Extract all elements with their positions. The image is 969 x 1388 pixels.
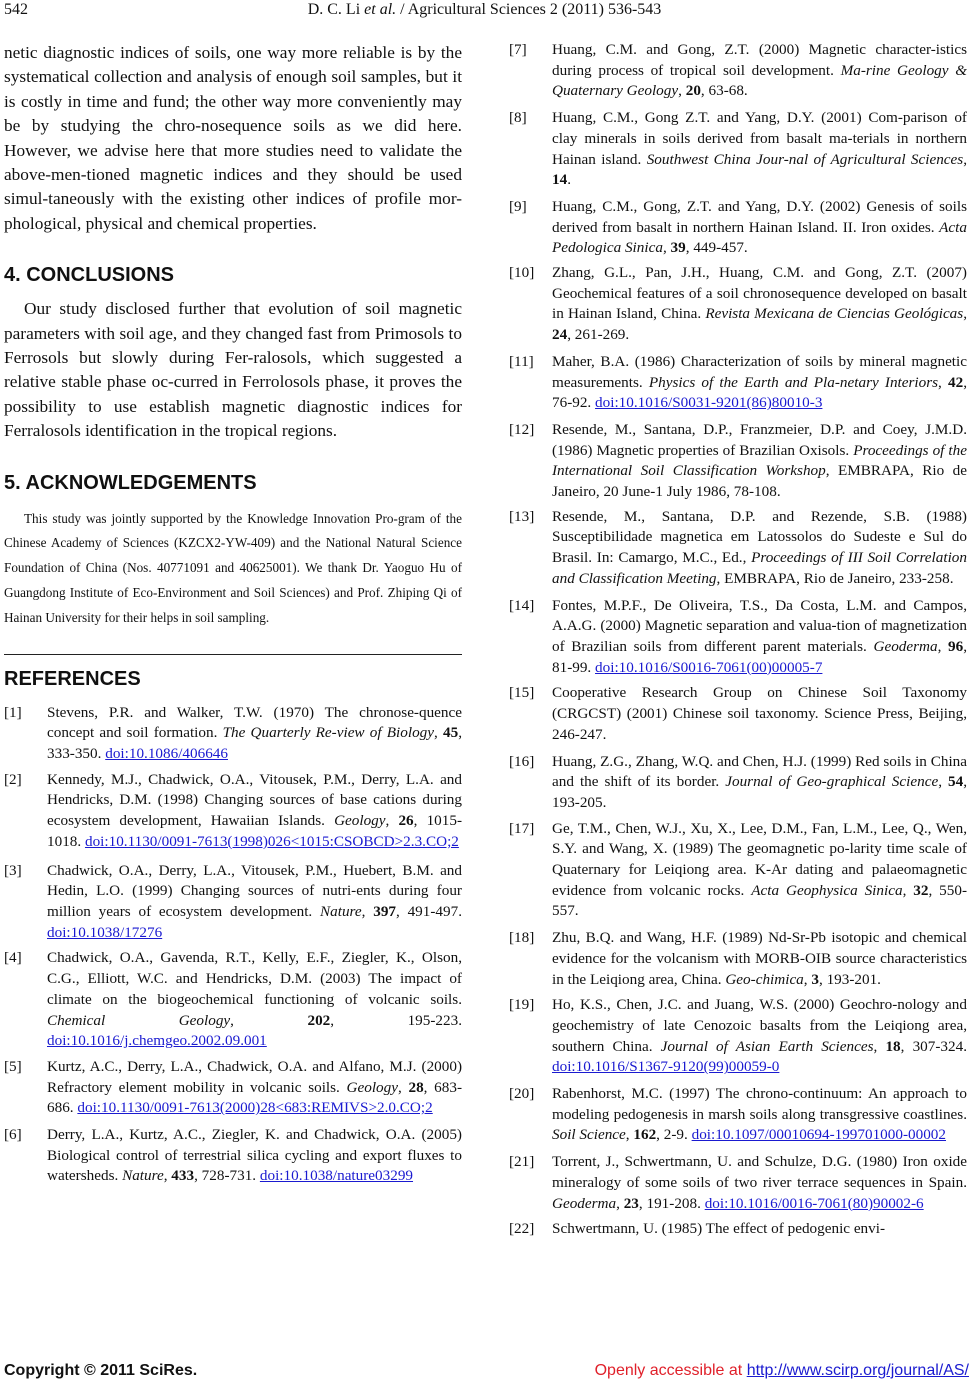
intro-paragraph: netic diagnostic indices of soils, one way more reliable is by the systematical collection and analysis of enough soil samples, but it is costly in time and fund; the other way more conveniently may be by studying the chro-nosequence soils as we did here. However, we advise here that more studies need to validate the above-men-tioned magnetic indices and they should be used simul-taneously with the existing other indices of profile mor-phological, physical and chemical properties. <box>4 43 462 233</box>
reference-journal: Soil Science <box>552 1126 626 1144</box>
right-column <box>509 41 967 1240</box>
reference-pages: EMBRAPA, Rio de Janeiro, 233-258. <box>724 569 954 587</box>
reference-item <box>4 948 462 1052</box>
reference-volume: 42 <box>948 373 964 391</box>
reference-pages: , 261-269. <box>567 326 630 344</box>
reference-journal: Ma-rine Geology & Quaternary Geology <box>552 61 968 100</box>
reference-journal: Journal of Geo-graphical Science <box>725 773 939 791</box>
reference-item <box>4 1057 462 1119</box>
reference-journal: Geology <box>346 1078 398 1096</box>
reference-volume: 23 <box>623 1194 639 1212</box>
reference-volume: 24 <box>552 326 568 344</box>
section-divider <box>4 654 462 655</box>
running-title-etal: et al. <box>364 1 397 18</box>
references-list-right <box>509 40 967 1240</box>
reference-journal: Southwest China Jour-nal of Agricultural Sciences <box>646 150 964 168</box>
reference-pages: , 193-205. <box>552 773 967 811</box>
reference-separator: , <box>163 1167 172 1185</box>
reference-authors-title: Zhu, B.Q. and Wang, H.F. (1989) Nd-Sr-Pb isotopic and chemical evidence for the volcanism with MORB-OIB source characteristics in the Leiqiong area, China. <box>552 929 967 988</box>
reference-separator: , <box>361 903 374 920</box>
reference-number: [11] <box>509 352 534 370</box>
reference-doi-link[interactable]: doi:10.1130/0091-7613(2000)28<683:REMIVS>2.0.CO;2 <box>77 1099 433 1117</box>
reference-separator: , <box>434 724 444 742</box>
reference-pages: EMBRAPA, Rio de Janeiro, 20 June-1 July 1986, 78-108. <box>552 462 968 501</box>
reference-pages: , 449-457. <box>685 239 748 257</box>
reference-pages: , 683-686. <box>47 1078 462 1117</box>
reference-item <box>509 352 967 414</box>
reference-authors-title: Maher, B.A. (1986) Characterization of soils by mineral magnetic measurements. <box>552 352 967 391</box>
reference-authors-title: Rabenhorst, M.C. (1997) The chrono-continuum: An approach to modeling pedogenesis in marsh soils along transgressive coastlines. <box>552 1085 967 1123</box>
reference-pages: , 81-99. <box>552 637 967 676</box>
reference-journal: Geo-chimica <box>725 970 804 988</box>
reference-separator: , <box>716 569 725 587</box>
reference-number: [2] <box>4 770 22 788</box>
reference-volume: 32 <box>913 881 929 899</box>
reference-volume: 20 <box>685 82 701 100</box>
reference-journal: Proceedings of III Soil Correlation and Classification Meeting <box>552 549 967 587</box>
reference-item <box>4 703 462 765</box>
reference-separator: , <box>678 82 686 100</box>
reference-pages: , 2-9. <box>656 1126 692 1144</box>
reference-pages: , 63-68. <box>700 82 748 100</box>
reference-authors-title: Chadwick, O.A., Derry, L.A., Vitousek, P.M., Huebert, B.M. and Hedin, L.O. (1999) Changing sources of nutri-ents during four million years of ecosystem development. <box>47 861 462 920</box>
reference-volume: 18 <box>885 1037 901 1055</box>
reference-number: [8] <box>509 109 527 127</box>
reference-authors-title: Resende, M., Santana, D.P. and Rezende, S.B. (1988) Susceptibilidade magnetica em Latossolos do Sudeste e Sul do Brasil. In: Camargo, M.C., Ed., <box>552 507 967 567</box>
reference-number: [13] <box>509 507 535 525</box>
acknowledgements-heading: 5. ACKNOWLEDGEMENTS <box>4 471 257 494</box>
reference-volume: 433 <box>171 1167 195 1185</box>
reference-authors-title: Huang, C.M., Gong Z.T. and Yang, D.Y. (2001) Com-parison of clay minerals in soils derived from basalt ma-terials in northern Hainan island. <box>552 109 967 168</box>
reference-journal: Acta Geophysica Sinica <box>751 881 903 899</box>
reference-number: [20] <box>509 1085 535 1103</box>
reference-item <box>509 683 967 745</box>
reference-pages: , 195-223. <box>330 1011 462 1029</box>
reference-number: [10] <box>509 264 535 282</box>
reference-separator: , <box>625 1126 634 1144</box>
reference-number: [15] <box>509 684 535 702</box>
acknowledgements-text: This study was jointly supported by the Knowledge Innovation Pro-gram of the Chinese Academy of Sciences (KZCX2-YW-409) and the National Natural Science Foundation of China (Nos. 40771091 and 40625001). We thank Dr. Yaoguo Hu of Guangdong Institute of Eco-Environment and Soil Sciences) and Prof. Zhiping Qi of Hainan University for their helps in soil sampling. <box>4 510 462 625</box>
reference-doi-link[interactable]: doi:10.1086/406646 <box>105 745 228 763</box>
reference-number: [14] <box>509 596 535 614</box>
references-heading: REFERENCES <box>4 667 141 690</box>
reference-volume: 39 <box>670 239 686 257</box>
reference-number: [3] <box>4 861 22 879</box>
reference-authors-title: Derry, L.A., Kurtz, A.C., Ziegler, K. and Chadwick, O.A. (2005) Biological control of terrestrial silica cycling and export fluxes to watersheds. <box>47 1126 462 1185</box>
reference-separator: , <box>803 970 812 988</box>
reference-authors-title: Huang, C.M. and Gong, Z.T. (2000) Magnetic character-istics during process of tropical soil development. <box>552 41 967 79</box>
reference-item <box>509 40 967 102</box>
running-title <box>0 1 969 19</box>
reference-number: [18] <box>509 929 535 947</box>
reference-separator: , <box>230 1011 308 1029</box>
copyright-notice: Copyright © 2011 SciRes. <box>4 1362 198 1379</box>
reference-item <box>509 507 967 590</box>
reference-number: [6] <box>4 1126 22 1144</box>
reference-journal: Nature <box>320 903 362 920</box>
reference-number: [7] <box>509 41 527 58</box>
reference-number: [9] <box>509 197 527 215</box>
reference-pages: , 76-92. <box>552 373 967 412</box>
reference-volume: 45 <box>443 724 459 742</box>
reference-item <box>4 770 462 853</box>
reference-number: [19] <box>509 996 535 1014</box>
reference-authors-title: Fontes, M.P.F., De Oliveira, T.S., Da Costa, L.M. and Campos, A.A.G. (2000) Magnetic separation and valua-tion of magnetization of Brazilian soils from different parent materials. <box>552 596 967 655</box>
reference-journal: Geoderma <box>873 637 938 655</box>
reference-separator: , <box>937 637 949 655</box>
reference-item <box>509 1084 967 1146</box>
reference-separator: , <box>938 373 949 391</box>
reference-authors-title: Schwertmann, U. (1985) The effect of pedogenic envi- <box>552 1220 886 1238</box>
reference-separator: , <box>616 1194 624 1212</box>
reference-item <box>509 1219 967 1240</box>
reference-item <box>509 819 967 923</box>
reference-authors-title: Ge, T.M., Chen, W.J., Xu, X., Lee, D.M., Fan, L.M., Lee, Q., Wen, S.Y. and Wang, X. (1989) The geomagnetic po-larity time scale of Quaternary for Leiqiong area. K-Ar dating and palaeomagnetic evidence from volcanic rocks. <box>552 819 967 899</box>
reference-authors-title: Stevens, P.R. and Walker, T.W. (1970) The chronose-quence concept and soil formation. <box>47 703 462 742</box>
reference-journal: The Quarterly Re-view of Biology <box>222 724 435 742</box>
reference-volume: 14 <box>552 171 568 189</box>
reference-authors-title: Cooperative Research Group on Chinese Soil Taxonomy (CRGCST) (2001) Chinese soil taxonomy. Science Press, Beijing, 246-247. <box>552 684 967 743</box>
journal-url-link[interactable]: http://www.scirp.org/journal/AS/ <box>746 1362 969 1379</box>
reference-authors-title: Resende, M., Santana, D.P., Franzmeier, D.P. and Coey, J.M.D. (1986) Magnetic properties of Brazilian Oxisols. <box>552 420 967 459</box>
reference-volume: 54 <box>948 773 964 791</box>
reference-doi-link[interactable]: doi:10.1016/0016-7061(80)90002-6 <box>704 1194 924 1212</box>
reference-pages: , 307-324. <box>900 1037 967 1055</box>
reference-number: [12] <box>509 420 535 438</box>
reference-doi-link[interactable]: doi:10.1038/17276 <box>47 923 163 941</box>
conclusions-heading: 4. CONCLUSIONS <box>4 264 175 287</box>
reference-item <box>509 263 967 346</box>
running-title-journal: / Agricultural Sciences 2 (2011) 536-543 <box>396 1 662 18</box>
reference-journal: Revista Mexicana de Ciencias Geológicas <box>705 305 964 323</box>
reference-doi-link[interactable]: doi:10.1016/j.chemgeo.2002.09.001 <box>47 1032 267 1050</box>
reference-item <box>509 752 967 814</box>
reference-number: [4] <box>4 949 22 967</box>
reference-journal: Chemical Geology <box>47 1011 231 1029</box>
reference-journal: Acta Pedologica Sinica <box>552 218 967 257</box>
reference-volume: 162 <box>633 1126 657 1144</box>
reference-journal: Proceedings of the International Soil Classification Workshop <box>552 441 967 480</box>
reference-authors-title: Kennedy, M.J., Chadwick, O.A., Vitousek, P.M., Derry, L.A. and Hendricks, D.M. (1998) Changing sources of base cations during ecosystem development, Hawaiian Islands. <box>47 770 462 830</box>
running-title-authors: D. C. Li <box>307 1 365 18</box>
reference-doi-link[interactable]: doi:10.1130/0091-7613(1998)026<1015:CSOBCD>2.3.CO;2 <box>84 832 459 850</box>
reference-pages: , 550-557. <box>552 881 967 920</box>
reference-volume: 3 <box>811 970 819 988</box>
reference-doi-link[interactable]: doi:10.1038/nature03299 <box>259 1167 414 1185</box>
reference-authors-title: Huang, Z.G., Zhang, W.Q. and Chen, H.J. (1999) Red soils in China and the shift of its border. <box>552 752 967 791</box>
reference-separator: , <box>902 881 914 899</box>
reference-authors-title: Chadwick, O.A., Gavenda, R.T., Kelly, E.F., Ziegler, K., Olson, C.G., Elliott, W.C. and Hendricks, D.M. (2003) The impact of climate on the biogeochemical functioning of volcanic soils. <box>47 949 462 1008</box>
reference-authors-title: Huang, C.M., Gong, Z.T. and Yang, D.Y. (2002) Genesis of soils derived from basalt in northern Hainan Island. II. Iron oxides. <box>552 197 967 236</box>
reference-pages: . <box>567 171 571 189</box>
reference-authors-title: Zhang, G.L., Pan, J.H., Huang, C.M. and Gong, Z.T. (2007) Geochemical features of a soil chronosequence developed on basalt in Hainan Island, China. <box>552 264 967 323</box>
reference-doi-link[interactable]: doi:10.1016/S1367-9120(99)00059-0 <box>552 1058 780 1076</box>
reference-authors-title: Ho, K.S., Chen, J.C. and Juang, W.S. (2000) Geochro-nology and geochemistry of late Cenozoic basalts from the Leiqiong area, southern China. <box>552 996 967 1055</box>
reference-item <box>509 420 967 503</box>
reference-separator: , <box>963 305 967 323</box>
page-header <box>0 0 969 24</box>
reference-separator: , <box>397 1078 409 1096</box>
reference-authors-title: Torrent, J., Schwertmann, U. and Schulze, D.G. (1980) Iron oxide mineralogy of some soils of two river terrace sequences in Spain. <box>552 1153 967 1191</box>
reference-item <box>509 1152 967 1214</box>
reference-item <box>509 928 967 990</box>
reference-pages: , 193-201. <box>818 970 881 988</box>
reference-pages: , 491-497. <box>396 903 462 920</box>
reference-number: [17] <box>509 819 535 837</box>
reference-item <box>509 596 967 679</box>
reference-volume: 397 <box>373 903 396 920</box>
left-column <box>4 41 462 1187</box>
reference-item <box>4 1125 462 1187</box>
page-number: 542 <box>4 1 28 18</box>
reference-volume: 202 <box>307 1011 331 1029</box>
reference-doi-link[interactable]: doi:10.1016/S0016-7061(00)00005-7 <box>595 658 823 676</box>
open-access-text: Openly accessible at <box>594 1362 747 1379</box>
reference-item <box>4 861 462 944</box>
reference-journal: Geoderma <box>552 1194 617 1212</box>
reference-journal: Physics of the Earth and Pla-netary Interiors <box>648 373 939 391</box>
reference-volume: 26 <box>398 812 414 830</box>
reference-separator: , <box>873 1037 886 1055</box>
reference-number: [21] <box>509 1153 535 1171</box>
open-access-notice <box>595 1362 969 1380</box>
reference-separator: , <box>825 462 838 480</box>
reference-separator: , <box>963 150 967 168</box>
reference-number: [16] <box>509 752 535 770</box>
reference-pages: , 333-350. <box>47 724 462 763</box>
reference-separator: , <box>938 773 949 791</box>
reference-number: [1] <box>4 703 22 721</box>
reference-separator: , <box>662 239 671 257</box>
reference-item <box>509 995 967 1078</box>
reference-journal: Geology <box>334 812 386 830</box>
reference-doi-link[interactable]: doi:10.1016/S0031-9201(86)80010-3 <box>595 394 823 412</box>
reference-number: [5] <box>4 1057 22 1075</box>
reference-item <box>509 197 967 259</box>
page-footer <box>0 1362 969 1386</box>
reference-volume: 28 <box>408 1078 424 1096</box>
reference-journal: Nature <box>122 1167 164 1185</box>
reference-doi-link[interactable]: doi:10.1097/00010694-199701000-00002 <box>691 1126 946 1144</box>
reference-journal: Journal of Asian Earth Sciences <box>660 1037 874 1055</box>
reference-volume: 96 <box>948 637 964 655</box>
reference-pages: , 1015-1018. <box>47 812 463 850</box>
reference-authors-title: Kurtz, A.C., Derry, L.A., Chadwick, O.A. and Alfano, M.J. (2000) Refractory element mobility in volcanic soils. <box>47 1057 462 1096</box>
conclusions-text: Our study disclosed further that evolution of soil magnetic parameters with soil age, and they changed fast from Primosols to Ferrosols but slowly during Fer-ralosols, which suggested a relative stable phase oc-curred in Ferrolosols phase, it proves the possibility to use establish magnetic diagnostic indices for Ferralosols identification in the tropical regions. <box>4 299 462 441</box>
reference-item <box>509 108 967 191</box>
reference-pages: , 191-208. <box>638 1194 705 1212</box>
reference-pages: , 728-731. <box>194 1167 260 1185</box>
reference-number: [22] <box>509 1220 535 1238</box>
reference-separator: , <box>385 812 399 830</box>
references-list-left <box>4 703 462 1187</box>
